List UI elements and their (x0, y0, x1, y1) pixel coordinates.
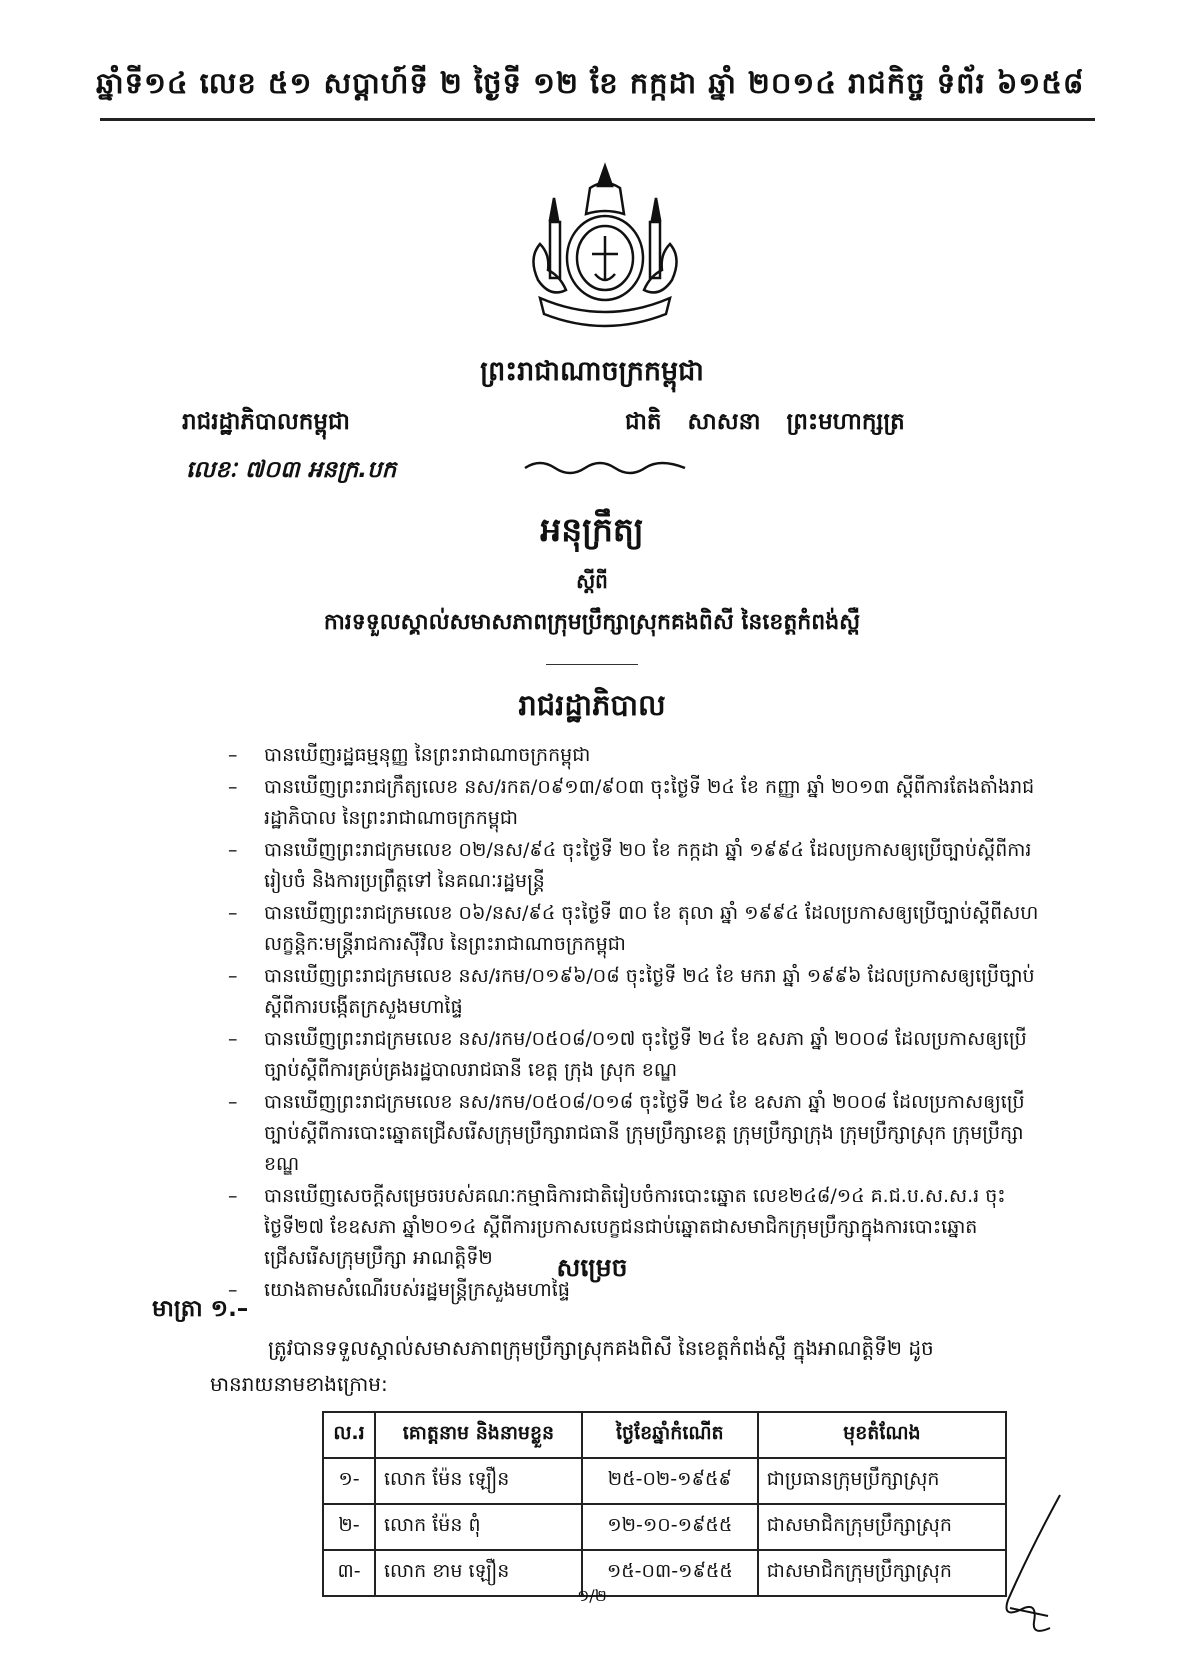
concerning-label: ស្តីពី (576, 569, 608, 593)
consideration-item: – បានឃើញព្រះរាជក្រឹត្យលេខ នស/រកត/០៩១៣/៩០៣ ចុះថ្ងៃទី ២៤ ខែ កញ្ញា ឆ្នាំ ២០១៣ ស្តីពីការតែងតាំងរាជរដ្ឋាភិបាល នៃព្រះរាជាណាចក្រកម្ពុជា (228, 772, 1048, 834)
considerations-list (228, 740, 1048, 1307)
table-row (323, 1458, 1006, 1504)
consideration-item: – យោងតាមសំណើរបស់រដ្ឋមន្ត្រីក្រសួងមហាផ្ទៃ (228, 1275, 1048, 1306)
member-dob: ១៥-០៣-១៩៥៥ (582, 1550, 758, 1596)
article-text-line-1: ត្រូវបានទទួលស្គាល់សមាសភាពក្រុមប្រឹក្សាស្រុកគងពិសី នៃខេត្តកំពង់ស្ពឺ ក្នុងអាណត្តិទី២ ដូច (268, 1336, 934, 1360)
member-name: លោក ខាម ឡឿន (375, 1550, 582, 1596)
government-heading: រាជរដ្ឋាភិបាល (518, 688, 666, 722)
ornament-divider-icon (520, 458, 690, 478)
consideration-item: – បានឃើញព្រះរាជក្រមលេខ នស/រកម/០៥០៨/០១៧ ចុះថ្ងៃទី ២៤ ខែ ឧសភា ឆ្នាំ ២០០៨ ដែលប្រកាសឲ្យប្រើច្បាប់ស្តីពីការគ្រប់គ្រងរដ្ឋបាលរាជធានី ខេត្ត ក្រុង ស្រុក ខណ្ឌ (228, 1024, 1048, 1086)
page-number: ១/២ (577, 1586, 607, 1605)
member-name: លោក ម៉ែន ពុំ (375, 1504, 582, 1550)
kingdom-name: ព្រះរាជាណាចក្រកម្ពុជា (480, 356, 704, 387)
column-header-dob: ថ្ងៃខែឆ្នាំកំណើត (582, 1412, 758, 1458)
consideration-item: – បានឃើញព្រះរាជក្រមលេខ ០២/នស/៩៤ ចុះថ្ងៃទី ២០ ខែ កក្កដា ឆ្នាំ ១៩៩៤ ដែលប្រកាសឲ្យប្រើច្បាប់ស្តីពីការរៀបចំ និងការប្រព្រឹត្តទៅ នៃគណៈរដ្ឋមន្ត្រី (228, 835, 1048, 897)
national-motto: ជាតិ សាសនា ព្រះមហាក្សត្រ (625, 409, 905, 435)
row-number: ២- (323, 1504, 375, 1550)
consideration-item: – បានឃើញព្រះរាជក្រមលេខ នស/រកម/០១៩៦/០៨ ចុះថ្ងៃទី ២៤ ខែ មករា ឆ្នាំ ១៩៩៦ ដែលប្រកាសឲ្យប្រើច្បាប់ស្តីពីការបង្កើតក្រសួងមហាផ្ទៃ (228, 961, 1048, 1023)
consideration-item: – បានឃើញព្រះរាជក្រមលេខ ០៦/នស/៩៤ ចុះថ្ងៃទី ៣០ ខែ តុលា ឆ្នាំ ១៩៩៤ ដែលប្រកាសឲ្យប្រើច្បាប់ស្តីពីសហលក្ខន្តិកៈមន្ត្រីរាជការស៊ីវិល នៃព្រះរាជាណាចក្រកម្ពុជា (228, 898, 1048, 960)
consideration-item: – បានឃើញរដ្ឋធម្មនុញ្ញ នៃព្រះរាជាណាចក្រកម្ពុជា (228, 740, 1048, 771)
column-header-number: ល.រ (323, 1412, 375, 1458)
subject-divider (546, 664, 638, 665)
document-type: អនុក្រឹត្យ (540, 510, 644, 549)
consideration-item: – បានឃើញព្រះរាជក្រមលេខ នស/រកម/០៥០៨/០១៨ ចុះថ្ងៃទី ២៤ ខែ ឧសភា ឆ្នាំ ២០០៨ ដែលប្រកាសឲ្យប្រើច្បាប់ស្តីពីការបោះឆ្នោតជ្រើសរើសក្រុមប្រឹក្សារាជធានី ក្រុមប្រឹក្សាខេត្ត ក្រុមប្រឹក្សាក្រុង ក្រុមប្រឹក្សាស្រុក ក្រុមប្រឹក្សាខណ្ឌ (228, 1087, 1048, 1180)
initial-signature-icon (990, 1490, 1070, 1640)
article-label: មាត្រា ១.– (152, 1296, 249, 1322)
decision-heading: សម្រេច (556, 1253, 628, 1282)
document-subject: ការទទួលស្គាល់សមាសភាពក្រុមប្រឹក្សាស្រុកគងពិសី នៃខេត្តកំពង់ស្ពឺ (323, 610, 861, 635)
member-name: លោក ម៉ែន ឡឿន (375, 1458, 582, 1504)
issuing-government: រាជរដ្ឋាភិបាលកម្ពុជា (182, 409, 350, 435)
row-number: ១- (323, 1458, 375, 1504)
table-row (323, 1504, 1006, 1550)
member-position: ជាសមាជិកក្រុមប្រឹក្សាស្រុក (758, 1504, 1006, 1550)
consideration-item: – បានឃើញសេចក្តីសម្រេចរបស់គណៈកម្មាធិការជាតិរៀបចំការបោះឆ្នោត លេខ២៤៨/១៤ គ.ជ.ប.ស.ស.រ ចុះថ្ងៃទី២៧ ខែឧសភា ឆ្នាំ២០១៤ ស្តីពីការប្រកាសបេក្ខជនជាប់ឆ្នោតជាសមាជិកក្រុមប្រឹក្សាក្នុងការបោះឆ្នោតជ្រើសរើសក្រុមប្រឹក្សា អាណត្តិទី២ (228, 1181, 1048, 1274)
table-header-row (323, 1412, 1006, 1458)
royal-coat-of-arms-icon (510, 158, 700, 348)
column-header-name: គោត្តនាម និងនាមខ្លួន (375, 1412, 582, 1458)
member-position: ជាសមាជិកក្រុមប្រឹក្សាស្រុក (758, 1550, 1006, 1596)
member-dob: ១២-១០-១៩៥៥ (582, 1504, 758, 1550)
reference-number: លេខៈ ៧០៣ អនក្រ.បក (186, 457, 397, 483)
gazette-header: ឆ្នាំទី១៤ លេខ ៥១ សប្តាហ៍ទី ២ ថ្ងៃទី ១២ ខែ កក្កដា ឆ្នាំ ២០១៤ រាជកិច្ច ទំព័រ ៦១៥៨ (96, 66, 1085, 100)
member-dob: ២៥-០២-១៩៥៩ (582, 1458, 758, 1504)
member-position: ជាប្រធានក្រុមប្រឹក្សាស្រុក (758, 1458, 1006, 1504)
header-divider (100, 118, 1095, 121)
council-members-table (322, 1411, 1007, 1597)
column-header-position: មុខតំណែង (758, 1412, 1006, 1458)
row-number: ៣- (323, 1550, 375, 1596)
article-text-line-2: មានរាយនាមខាងក្រោម: (210, 1372, 388, 1396)
